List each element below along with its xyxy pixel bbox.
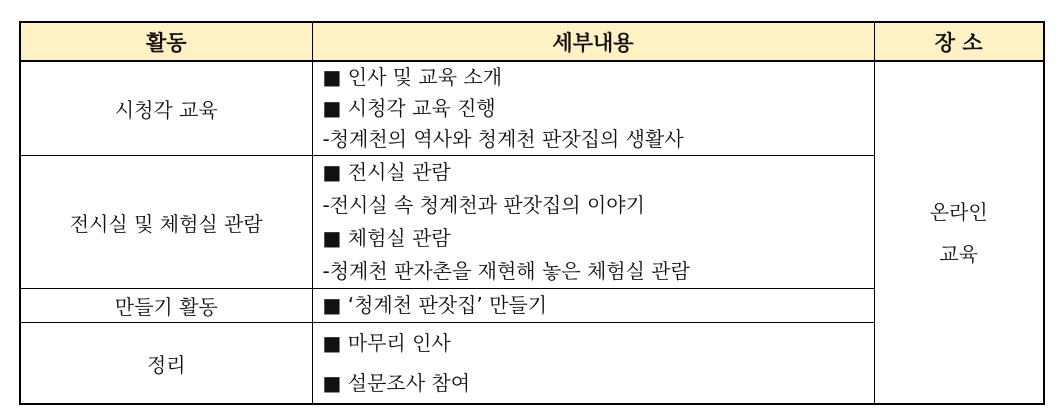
details-cell — [312, 289, 874, 323]
activity-cell: 만들기 활동 — [20, 289, 312, 323]
header-place: 장 소 — [874, 22, 1044, 61]
activity-cell: 정리 — [20, 323, 312, 405]
details-cell — [312, 323, 874, 405]
detail-line: ■ 인사 및 교육 소개 — [322, 65, 503, 89]
table-row — [20, 61, 1044, 156]
detail-line: ■ ‘청계천 판잣집’ 만들기 — [322, 293, 548, 317]
program-table — [19, 21, 1045, 405]
place-line-1: 온라인 — [929, 199, 988, 224]
details-cell — [312, 61, 874, 156]
details-cell — [312, 156, 874, 289]
detail-line: -전시실 속 청계천과 판잣집의 이야기 — [322, 193, 645, 217]
detail-line: ■ 설문조사 참여 — [322, 371, 471, 395]
place-cell — [874, 61, 1044, 404]
header-activity: 활동 — [20, 22, 312, 61]
detail-line: ■ 전시실 관람 — [322, 160, 451, 184]
place-line-2: 교육 — [939, 241, 979, 266]
activity-cell: 전시실 및 체험실 관람 — [20, 156, 312, 289]
header-details: 세부내용 — [312, 22, 874, 61]
detail-line: ■ 마무리 인사 — [322, 331, 451, 355]
detail-line: ■ 시청각 교육 진행 — [322, 96, 496, 120]
detail-line: -청계천 판자촌을 재현해 놓은 체험실 관람 — [322, 259, 690, 283]
detail-line: -청계천의 역사와 청계천 판잣집의 생활사 — [322, 127, 684, 151]
header-row — [20, 22, 1044, 61]
activity-cell: 시청각 교육 — [20, 61, 312, 156]
detail-line: ■ 체험실 관람 — [322, 226, 451, 250]
